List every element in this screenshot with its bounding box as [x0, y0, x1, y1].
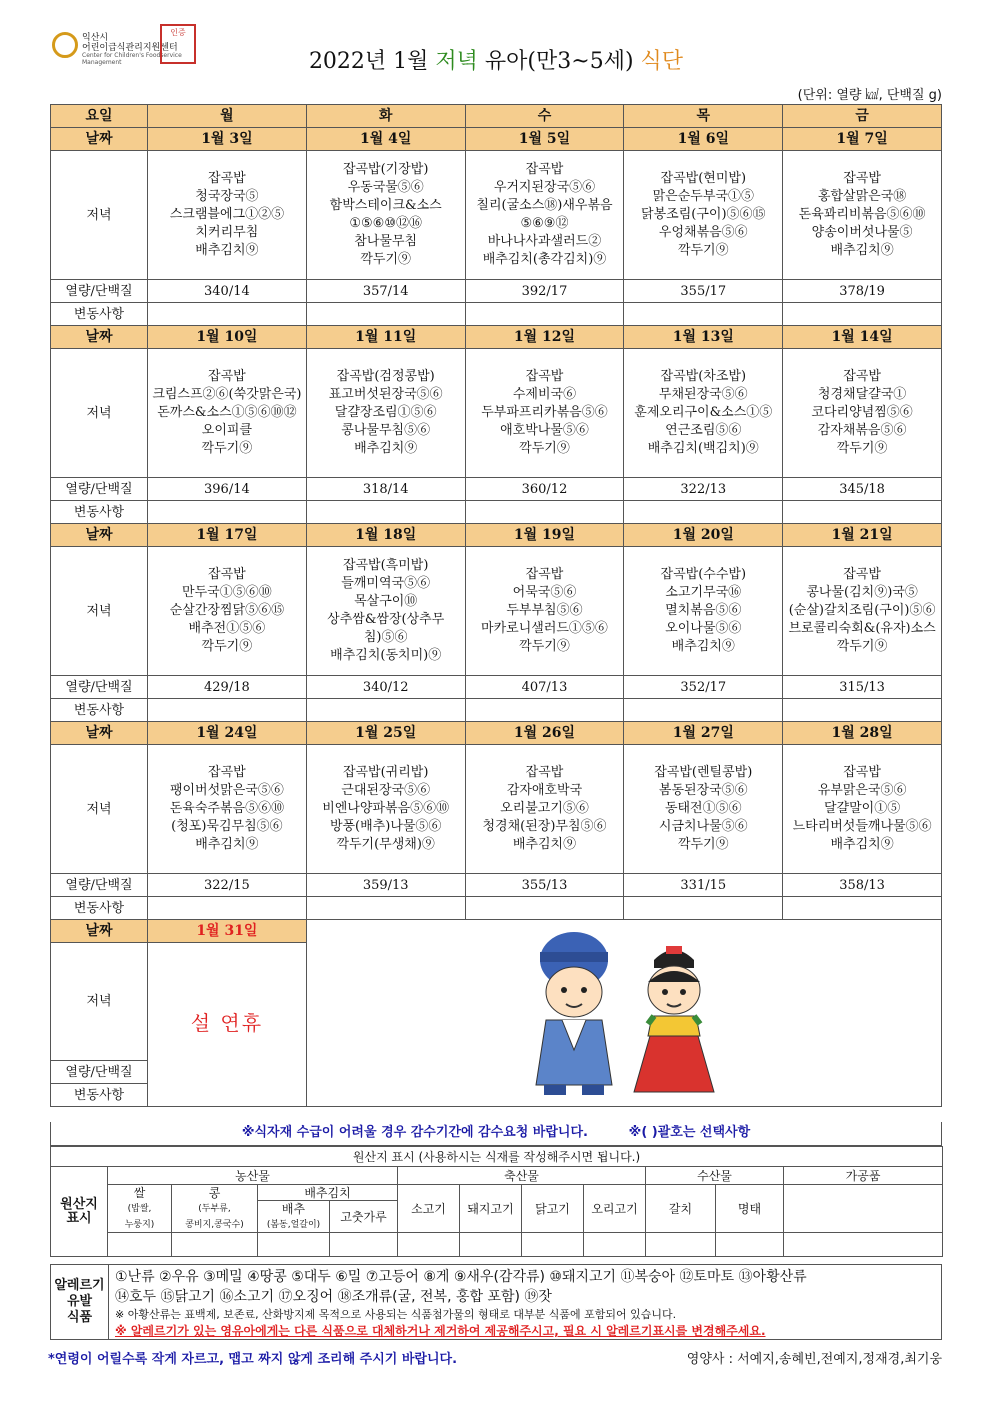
- change-cell[interactable]: [148, 501, 307, 524]
- change-label: 변동사항: [51, 1084, 148, 1107]
- menu-cell: 잡곡밥 청경채달걀국① 코다리양념찜⑤⑥ 감자채볶음⑤⑥ 깍두기⑨: [783, 349, 942, 478]
- date-cell: 1월 27일: [624, 722, 783, 745]
- change-cell[interactable]: [783, 897, 942, 920]
- pollock-header: 명태: [716, 1185, 784, 1233]
- nutrition-cell: 322/13: [624, 478, 783, 501]
- weekday-fri: 금: [783, 105, 942, 128]
- date-label: 날짜: [51, 920, 148, 943]
- menu-cell: 잡곡밥 크림스프②⑥(쑥갓맑은국) 돈까스&소스①⑤⑥⑩⑫ 오이피클 깍두기⑨: [148, 349, 307, 478]
- date-label: 날짜: [51, 722, 148, 745]
- origin-input[interactable]: [522, 1233, 584, 1257]
- dinner-row: [51, 349, 942, 478]
- change-cell[interactable]: [306, 303, 465, 326]
- nutrition-cell: 355/13: [465, 874, 624, 897]
- bean-header: 콩 (두부류, 콩비지,콩국수): [172, 1185, 258, 1233]
- nutrition-cell: 360/12: [465, 478, 624, 501]
- origin-input[interactable]: [258, 1233, 330, 1257]
- logo-english: Center for Children's Foodservice Management: [82, 52, 182, 66]
- nutrition-cell: 396/14: [148, 478, 307, 501]
- allergy-list-1: ①난류 ②우유 ③메밀 ④땅콩 ⑤대두 ⑥밀 ⑦고등어 ⑧게 ⑨새우(감각류) ⑩돼지고기 ⑪복숭아 ⑫토마토 ⑬아황산류: [115, 1269, 807, 1285]
- origin-input[interactable]: [784, 1233, 943, 1257]
- group-agri: 농산물: [108, 1167, 398, 1185]
- allergy-warning: ※ 알레르기가 있는 영유아에게는 다른 식품으로 대체하거나 제거하여 제공해주시고, 필요 시 알레르기표시를 변경해주세요.: [115, 1324, 766, 1338]
- weekday-tue: 화: [306, 105, 465, 128]
- origin-input[interactable]: [460, 1233, 522, 1257]
- rice-header: 쌀 (밥쌀, 누룽지): [108, 1185, 172, 1233]
- date-row: [51, 128, 942, 151]
- nutrition-cell: 345/18: [783, 478, 942, 501]
- group-livestock: 축산물: [398, 1167, 646, 1185]
- dinner-row: [51, 745, 942, 874]
- origin-input[interactable]: [172, 1233, 258, 1257]
- origin-input[interactable]: [584, 1233, 646, 1257]
- nutrition-cell: 392/17: [465, 280, 624, 303]
- change-cell[interactable]: [624, 501, 783, 524]
- dinner-row: [51, 547, 942, 676]
- weekday-header-row: [51, 105, 942, 128]
- nutrition-row: [51, 676, 942, 699]
- menu-cell: 잡곡밥 만두국①⑤⑥⑩ 순살간장찜닭⑤⑥⑮ 배추전①⑤⑥ 깍두기⑨: [148, 547, 307, 676]
- date-cell: 1월 3일: [148, 128, 307, 151]
- date-cell: 1월 12일: [465, 326, 624, 349]
- origin-input[interactable]: [108, 1233, 172, 1257]
- group-processed: 가공품: [784, 1167, 943, 1185]
- group-seafood: 수산물: [646, 1167, 784, 1185]
- change-cell[interactable]: [624, 303, 783, 326]
- dinner-label: 저녁: [51, 943, 148, 1061]
- date-row: [51, 326, 942, 349]
- weekday-label: 요일: [51, 105, 148, 128]
- girl-illustration: [634, 946, 714, 1092]
- date-cell: 1월 18일: [306, 524, 465, 547]
- date-cell: 1월 19일: [465, 524, 624, 547]
- change-row: [51, 501, 942, 524]
- pepper-header: 고춧가루: [330, 1201, 398, 1233]
- dietitian-names: 영양사 : 서예지,송혜빈,전예지,정재경,최기웅: [686, 1352, 942, 1367]
- allergy-box: [50, 1264, 942, 1340]
- dinner-row: [51, 151, 942, 280]
- date-row: [51, 722, 942, 745]
- date-cell: 1월 4일: [306, 128, 465, 151]
- weekday-wed: 수: [465, 105, 624, 128]
- date-cell: 1월 10일: [148, 326, 307, 349]
- change-cell[interactable]: [465, 303, 624, 326]
- cabbage-header: 배추 (봄동,얼갈이): [258, 1201, 330, 1233]
- nutrition-cell: 331/15: [624, 874, 783, 897]
- origin-input[interactable]: [716, 1233, 784, 1257]
- nutrition-label: 열량/단백질: [51, 280, 148, 303]
- nutrition-cell: 407/13: [465, 676, 624, 699]
- page-title: 2022년 1월 저녁 유아(만3~5세) 식단: [308, 49, 684, 74]
- change-cell[interactable]: [306, 897, 465, 920]
- origin-input[interactable]: [646, 1233, 716, 1257]
- weekday-mon: 월: [148, 105, 307, 128]
- menu-cell: 잡곡밥(기장밥) 우동국물⑤⑥ 함박스테이크&소스 ①⑤⑥⑩⑫⑯ 참나물무침 깍두기⑨: [306, 151, 465, 280]
- nutrition-cell: 318/14: [306, 478, 465, 501]
- change-cell[interactable]: [148, 303, 307, 326]
- nutrition-cell: 357/14: [306, 280, 465, 303]
- dinner-label: 저녁: [51, 349, 148, 478]
- date-cell: 1월 28일: [783, 722, 942, 745]
- change-row: [51, 699, 942, 722]
- nutrition-label: 열량/단백질: [51, 478, 148, 501]
- date-row: [51, 920, 942, 943]
- date-cell: 1월 6일: [624, 128, 783, 151]
- change-cell[interactable]: [624, 699, 783, 722]
- change-cell[interactable]: [148, 699, 307, 722]
- nutrition-label: 열량/단백질: [51, 676, 148, 699]
- nutrition-label: 열량/단백질: [51, 874, 148, 897]
- change-cell[interactable]: [624, 897, 783, 920]
- origin-input[interactable]: [330, 1233, 398, 1257]
- nutrition-cell: 355/17: [624, 280, 783, 303]
- duck-header: 오리고기: [584, 1185, 646, 1233]
- origin-table: [50, 1146, 943, 1257]
- date-cell: 1월 11일: [306, 326, 465, 349]
- date-cell: 1월 25일: [306, 722, 465, 745]
- change-cell[interactable]: [783, 699, 942, 722]
- date-label: 날짜: [51, 128, 148, 151]
- change-label: 변동사항: [51, 303, 148, 326]
- change-row: [51, 303, 942, 326]
- change-cell[interactable]: [148, 897, 307, 920]
- certification-seal: 인증: [160, 24, 196, 64]
- logo-city: 익산시: [82, 33, 109, 43]
- dinner-label: 저녁: [51, 547, 148, 676]
- menu-cell: 잡곡밥 어묵국⑤⑥ 두부부침⑤⑥ 마카로니샐러드①⑤⑥ 깍두기⑨: [465, 547, 624, 676]
- nutrition-label: 열량/단백질: [51, 1061, 148, 1084]
- change-cell[interactable]: [465, 699, 624, 722]
- nutrition-cell: 429/18: [148, 676, 307, 699]
- change-label: 변동사항: [51, 897, 148, 920]
- dinner-label: 저녁: [51, 151, 148, 280]
- holiday-cell: [148, 943, 307, 1107]
- date-cell: 1월 31일: [148, 920, 307, 943]
- change-cell[interactable]: [306, 699, 465, 722]
- menu-cell: 잡곡밥(귀리밥) 근대된장국⑤⑥ 비엔나양파볶음⑤⑥⑩ 방풍(배추)나물⑤⑥ 깍두기(무생채)⑨: [306, 745, 465, 874]
- menu-cell: 잡곡밥(수수밥) 소고기무국⑯ 멸치볶음⑤⑥ 오이나물⑤⑥ 배추김치⑨: [624, 547, 783, 676]
- kimchi-header: 배추김치: [258, 1185, 398, 1201]
- nutrition-row: [51, 478, 942, 501]
- nutrition-cell: 352/17: [624, 676, 783, 699]
- date-cell: 1월 21일: [783, 524, 942, 547]
- menu-cell: 잡곡밥 우거지된장국⑤⑥ 칠리(굴소스⑱)새우볶음 ⑤⑥⑨⑫ 바나나사과샐러드② 배추김치(총각김치)⑨: [465, 151, 624, 280]
- nutrition-cell: 315/13: [783, 676, 942, 699]
- nutrition-cell: 359/13: [306, 874, 465, 897]
- date-cell: 1월 5일: [465, 128, 624, 151]
- date-cell: 1월 7일: [783, 128, 942, 151]
- nutrition-cell: 378/19: [783, 280, 942, 303]
- unit-note: (단위: 열량 ㎉, 단백질 g): [797, 88, 942, 103]
- menu-table: [50, 104, 942, 1107]
- nutrition-row: [51, 280, 942, 303]
- holiday-text: 설 연휴: [190, 1010, 264, 1035]
- weeks-body: [51, 128, 942, 920]
- processed-blank: [784, 1185, 943, 1233]
- chicken-header: 닭고기: [522, 1185, 584, 1233]
- origin-title: 원산지 표시 (사용하시는 식재를 작성해주시면 됩니다.): [51, 1147, 943, 1167]
- date-cell: 1월 17일: [148, 524, 307, 547]
- menu-cell: 잡곡밥(현미밥) 맑은순두부국①⑤ 닭봉조림(구이)⑤⑥⑮ 우엉채볶음⑤⑥ 깍두기⑨: [624, 151, 783, 280]
- nutrition-cell: 322/15: [148, 874, 307, 897]
- allergy-sulfite-note: ※ 아황산류는 표백제, 보존료, 산화방지제 목적으로 사용되는 식품첨가물의 형태로 대부분 식품에 포함되어 있습니다.: [115, 1308, 677, 1321]
- origin-row-label: 원산지 표시: [51, 1167, 108, 1257]
- change-label: 변동사항: [51, 501, 148, 524]
- nutrition-cell: 340/12: [306, 676, 465, 699]
- change-cell[interactable]: [465, 897, 624, 920]
- menu-cell: 잡곡밥 청국장국⑤ 스크램블에그①②⑤ 치커리무침 배추김치⑨: [148, 151, 307, 280]
- menu-cell: 잡곡밥 유부맑은국⑤⑥ 달걀말이①⑤ 느타리버섯들깨나물⑤⑥ 배추김치⑨: [783, 745, 942, 874]
- weekday-thu: 목: [624, 105, 783, 128]
- nutrition-cell: 358/13: [783, 874, 942, 897]
- menu-cell: 잡곡밥 콩나물(김치⑨)국⑤ (순살)갈치조림(구이)⑤⑥ 브로콜리숙회&(유자)소스 깍두기⑨: [783, 547, 942, 676]
- menu-cell: 잡곡밥(검정콩밥) 표고버섯된장국⑤⑥ 달걀장조림①⑤⑥ 콩나물무침⑤⑥ 배추김치⑨: [306, 349, 465, 478]
- date-cell: 1월 13일: [624, 326, 783, 349]
- boy-illustration: [536, 932, 612, 1095]
- allergy-label: 알레르기유발 식품: [51, 1265, 109, 1339]
- beef-header: 소고기: [398, 1185, 460, 1233]
- date-cell: 1월 26일: [465, 722, 624, 745]
- hairtail-header: 갈치: [646, 1185, 716, 1233]
- menu-cell: 잡곡밥(흑미밥) 들깨미역국⑤⑥ 목살구이⑩ 상추쌈&쌈장(상추무침)⑤⑥ 배추김치(동치미)⑨: [306, 547, 465, 676]
- nutrition-cell: 340/14: [148, 280, 307, 303]
- change-cell[interactable]: [783, 501, 942, 524]
- menu-cell: 잡곡밥 감자애호박국 오리불고기⑤⑥ 청경채(된장)무침⑤⑥ 배추김치⑨: [465, 745, 624, 874]
- date-cell: 1월 24일: [148, 722, 307, 745]
- illustration-cell: [306, 920, 941, 1107]
- menu-cell: 잡곡밥 팽이버섯맑은국⑤⑥ 돈육숙주볶음⑤⑥⑩ (청포)묵김무침⑤⑥ 배추김치⑨: [148, 745, 307, 874]
- change-label: 변동사항: [51, 699, 148, 722]
- date-label: 날짜: [51, 326, 148, 349]
- supply-note: ※식자재 수급이 어려울 경우 감수기간에 감수요청 바랍니다. ※( )괄호는 선택사항: [50, 1122, 942, 1146]
- change-cell[interactable]: [465, 501, 624, 524]
- allergy-list-2: ⑭호두 ⑮닭고기 ⑯소고기 ⑰오징어 ⑱조개류(굴, 전복, 홍합 포함) ⑲잣: [115, 1289, 552, 1305]
- change-cell[interactable]: [783, 303, 942, 326]
- change-cell[interactable]: [306, 501, 465, 524]
- date-cell: 1월 20일: [624, 524, 783, 547]
- hanbok-children-illustration: [494, 920, 754, 1100]
- date-label: 날짜: [51, 524, 148, 547]
- logo-center-name: 어린이급식관리지원센터: [82, 43, 178, 53]
- date-row: [51, 524, 942, 547]
- menu-cell: 잡곡밥(렌틸콩밥) 봄동된장국⑤⑥ 동태전①⑤⑥ 시금치나물⑤⑥ 깍두기⑨: [624, 745, 783, 874]
- origin-input[interactable]: [398, 1233, 460, 1257]
- menu-cell: 잡곡밥 홍합살맑은국⑱ 돈육꽈리비볶음⑤⑥⑩ 양송이버섯나물⑤ 배추김치⑨: [783, 151, 942, 280]
- date-cell: 1월 14일: [783, 326, 942, 349]
- nutrition-row: [51, 874, 942, 897]
- menu-cell: 잡곡밥 수제비국⑥ 두부파프리카볶음⑤⑥ 애호박나물⑤⑥ 깍두기⑨: [465, 349, 624, 478]
- menu-cell: 잡곡밥(차조밥) 무채된장국⑤⑥ 훈제오리구이&소스①⑤ 연근조림⑤⑥ 배추김치(백김치)⑨: [624, 349, 783, 478]
- dinner-label: 저녁: [51, 745, 148, 874]
- pork-header: 돼지고기: [460, 1185, 522, 1233]
- change-row: [51, 897, 942, 920]
- cooking-note: *연령이 어릴수록 작게 자르고, 맵고 짜지 않게 조리해 주시기 바랍니다.: [48, 1352, 458, 1367]
